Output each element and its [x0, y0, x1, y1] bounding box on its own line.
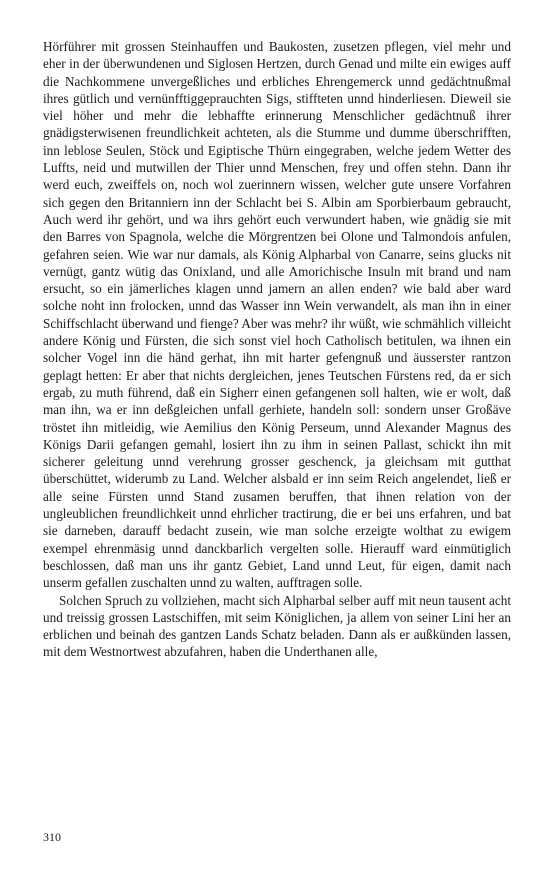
paragraph: Solchen Spruch zu vollziehen, macht sich Alpharbal selber auff mit neun tausent acht und treissig grossen Lastschiffen, mit seim Königlichen, ja allem von seiner Lini her an erblichen und beinah des gantzen Lands Schatz beladen. Dann als er außkünden lassen, mit dem Westnortwest abzufahren, haben die Underthanen alle, [43, 592, 511, 660]
body-text [43, 38, 511, 661]
page-number: 310 [43, 830, 61, 844]
paragraph: Hörführer mit grossen Steinhauffen und Baukosten, zusetzen pflegen, viel mehr und eher in der überwundenen und Siglosen Hertzen, durch Genad und milte ein ewiges auff die Nachkommene unvergeßliches und erbliches Ehrengemerck unnd gedächtnußmal ihres gütlich und vernünfftiggeprauchten Sigs, stiffteten unnd hinderliesen. Dieweil sie viel höher und mehr die lebhaffte erinnerung Menschlicher gedächtnuß ihrer gnädigsterwisenen freundlichkeit achteten, als die Stumme und dumme überschrifften, inn leblose Seulen, Stöck und Egiptische Thürn eingegraben, welche jedem Wetter des Luffts, neid und mutwillen der Thier unnd Menschen, frey und offen stehn. Dann ihr werd euch, zweiffels on, noch wol zuerinnern wissen, welcher gute unsere Vorfahren sich gegen den Britanniern inn der Schlacht bei S. Albin am Sporbierbaum gebraucht, Auch werd ihr gehört, und wa ihrs gehört euch verwundert haben, wie gnädig sie mit den Barres von Spagnola, welche die Mörgrentzen bei Olone und Talmondois anfulen, gefahren seien. Wie war nur damals, als König Alpharbal von Canarre, seins glucks nit vernügt, gantz wütig das Onixland, und alle Amorichische Insuln mit brand und nam ersucht, so ein jämerliches klagen unnd jamern an allen enden? wie bald aber ward solche noht inn frolocken, unnd das Wasser inn Wein verwandelt, als man ihn in einer Schiffschlacht überwand und fienge? Aber was mehr? ihr wüßt, wie schmählich villeicht andere König und Fürsten, die sich sonst viel hoch Catholisch betitulen, wa ihnen ein solcher Vogel inn die händ gerhat, ihn mit harter gefengnuß und äusserster rantzon geplagt hetten: Er aber that nichts dergleichen, jenes Teutschen Fürstens red, da er sich ergab, zu muth führend, daß ein Sigherr einen gefangenen soll halten, wie er wolt, daß man ihn, wa er inn deßgleichen unfall gerhiete, handeln soll: sondern unser Großäve tröstet ihn mitleidig, wie Aemilius den König Perseum, unnd Alexander Magnus des Königs Darii gefangen gemahl, losiert ihn zu ihm in seinen Pallast, schickt ihn mit sicherer geleitung unnd verehrung grosser geschenck, ja gleichsam mit gutthat überschüttet, widerumb zu Land. Welcher alsbald er inn seim Reich angelendet, ließ er alle seine Fürsten unnd Stand zusamen beruffen, that ihnen relation von der ungleublichen freundlichkeit unnd ehrlicher tractirung, die er bei uns erfahren, und bat sie darneben, darauff bedacht zusein, wie man solche erzeigte wolthat zu ewigem exempel ehrenmäsig unnd danckbarlich vergelten solle. Hierauff ward einmütiglich beschlossen, daß man uns ihr gantz Gebiet, Land unnd Leut, für eigen, damit nach unserm gefallen zuschalten unnd zu walten, aufftragen solle. [43, 39, 511, 591]
